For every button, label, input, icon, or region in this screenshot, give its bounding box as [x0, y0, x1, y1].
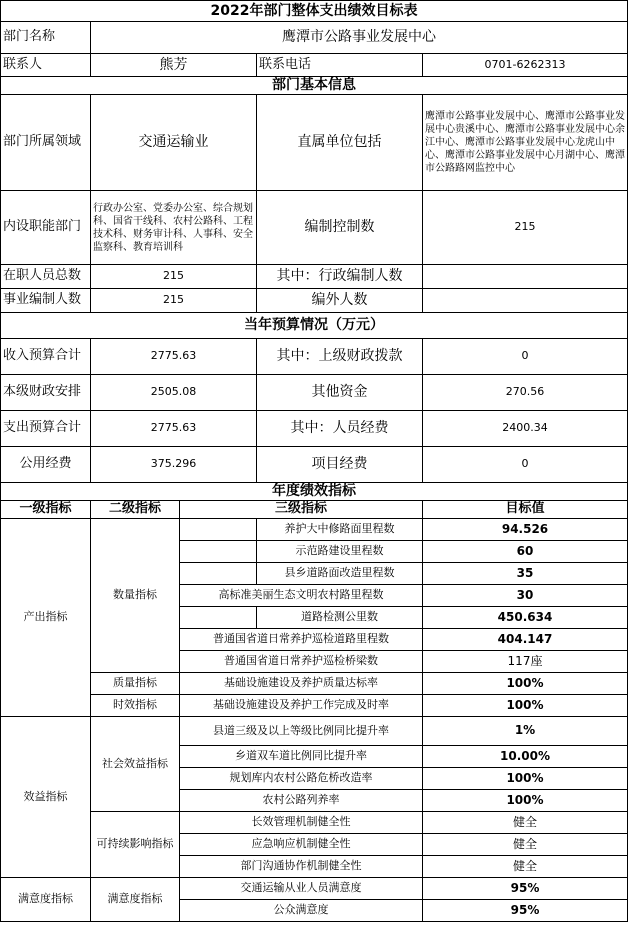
internal-label: 内设职能部门 — [1, 191, 91, 265]
spacer-cell — [180, 607, 257, 629]
career-value: 215 — [91, 289, 257, 313]
indicator-name: 示范路建设里程数 — [257, 541, 423, 563]
budget-label: 收入预算合计 — [1, 339, 91, 375]
sustain-indicator-label: 可持续影响指标 — [91, 812, 180, 878]
units-value: 鹰潭市公路事业发展中心、鹰潭市公路事业发展中心贵溪中心、鹰潭市公路事业发展中心余江中心、鹰潭市公路事业发展中心龙虎山中心、鹰潭市公路事业发展中心月湖中心、鹰潭市公路路网监控中心 — [423, 95, 628, 191]
admin-value — [423, 265, 628, 289]
internal-value: 行政办公室、党委办公室、综合规划科、国省干线科、农村公路科、工程技术科、财务审计科、人事科、安全监察科、教育培训科 — [91, 191, 257, 265]
indicator-name: 道路检测公里数 — [257, 607, 423, 629]
target-value: 450.634 — [423, 607, 628, 629]
target-value: 95% — [423, 900, 628, 922]
phone-value: 0701-6262313 — [423, 54, 628, 77]
indicator-name: 县道三级及以上等级比例同比提升率 — [180, 717, 423, 746]
indicator-name: 普通国省道日常养护巡检道路里程数 — [180, 629, 423, 651]
social-indicator-label: 社会效益指标 — [91, 717, 180, 812]
budget-label: 本级财政安排 — [1, 375, 91, 411]
budget-value: 270.56 — [423, 375, 628, 411]
budget-label: 其中：上级财政拨款 — [257, 339, 423, 375]
target-value: 60 — [423, 541, 628, 563]
quota-value: 215 — [423, 191, 628, 265]
target-value: 30 — [423, 585, 628, 607]
perf-header: 目标值 — [423, 501, 628, 519]
satisfaction-indicator-label: 满意度指标 — [1, 878, 91, 922]
budget-label: 公用经费 — [1, 447, 91, 483]
budget-label: 其他资金 — [257, 375, 423, 411]
field-value: 交通运输业 — [91, 95, 257, 191]
indicator-name: 县乡道路面改造里程数 — [257, 563, 423, 585]
quantity-indicator-label: 数量指标 — [91, 519, 180, 673]
quota-label: 编制控制数 — [257, 191, 423, 265]
indicator-name: 应急响应机制健全性 — [180, 834, 423, 856]
target-value: 100% — [423, 790, 628, 812]
indicator-name: 部门沟通协作机制健全性 — [180, 856, 423, 878]
spacer-cell — [180, 541, 257, 563]
perf-header: 一级指标 — [1, 501, 91, 519]
quality-indicator-label: 质量指标 — [91, 673, 180, 695]
target-value: 1% — [423, 717, 628, 746]
indicator-name: 高标准美丽生态文明农村路里程数 — [180, 585, 423, 607]
indicator-name: 普通国省道日常养护巡检桥梁数 — [180, 651, 423, 673]
outside-value — [423, 289, 628, 313]
perf-header: 三级指标 — [180, 501, 423, 519]
admin-label: 其中：行政编制人数 — [257, 265, 423, 289]
phone-label: 联系电话 — [257, 54, 423, 77]
budget-label: 支出预算合计 — [1, 411, 91, 447]
target-value: 95% — [423, 878, 628, 900]
budget-value: 0 — [423, 339, 628, 375]
target-value: 100% — [423, 673, 628, 695]
outside-label: 编外人数 — [257, 289, 423, 313]
target-value: 100% — [423, 768, 628, 790]
contact-value: 熊芳 — [91, 54, 257, 77]
target-value: 94.526 — [423, 519, 628, 541]
budget-value: 2505.08 — [91, 375, 257, 411]
budget-value: 2400.34 — [423, 411, 628, 447]
budget-label: 项目经费 — [257, 447, 423, 483]
page-title: 2022年部门整体支出绩效目标表 — [1, 1, 628, 22]
target-value: 健全 — [423, 856, 628, 878]
budget-value: 2775.63 — [91, 411, 257, 447]
output-indicator-label: 产出指标 — [1, 519, 91, 717]
indicator-name: 长效管理机制健全性 — [180, 812, 423, 834]
dept-name-value: 鹰潭市公路事业发展中心 — [91, 22, 628, 54]
dept-name-label: 部门名称 — [1, 22, 91, 54]
budget-value: 375.296 — [91, 447, 257, 483]
indicator-name: 交通运输从业人员满意度 — [180, 878, 423, 900]
target-value: 100% — [423, 695, 628, 717]
target-value: 10.00% — [423, 746, 628, 768]
basic-info-heading: 部门基本信息 — [1, 77, 628, 95]
perf-heading: 年度绩效指标 — [1, 483, 628, 501]
target-value: 健全 — [423, 812, 628, 834]
spacer-cell — [180, 563, 257, 585]
perf-header: 二级指标 — [91, 501, 180, 519]
target-value: 健全 — [423, 834, 628, 856]
staff-label: 在职人员总数 — [1, 265, 91, 289]
budget-heading: 当年预算情况（万元） — [1, 313, 628, 339]
satisfaction-sub-label: 满意度指标 — [91, 878, 180, 922]
target-value: 117座 — [423, 651, 628, 673]
indicator-name: 公众满意度 — [180, 900, 423, 922]
indicator-name: 乡道双车道比例同比提升率 — [180, 746, 423, 768]
indicator-name: 规划库内农村公路危桥改造率 — [180, 768, 423, 790]
indicator-name: 基础设施建设及养护质量达标率 — [180, 673, 423, 695]
contact-label: 联系人 — [1, 54, 91, 77]
career-label: 事业编制人数 — [1, 289, 91, 313]
time-indicator-label: 时效指标 — [91, 695, 180, 717]
budget-value: 2775.63 — [91, 339, 257, 375]
target-value: 35 — [423, 563, 628, 585]
staff-value: 215 — [91, 265, 257, 289]
indicator-name: 农村公路列养率 — [180, 790, 423, 812]
indicator-name: 基础设施建设及养护工作完成及时率 — [180, 695, 423, 717]
budget-label: 其中：人员经费 — [257, 411, 423, 447]
spacer-cell — [180, 519, 257, 541]
budget-value: 0 — [423, 447, 628, 483]
indicator-name: 养护大中修路面里程数 — [257, 519, 423, 541]
units-label: 直属单位包括 — [257, 95, 423, 191]
benefit-indicator-label: 效益指标 — [1, 717, 91, 878]
field-label: 部门所属领域 — [1, 95, 91, 191]
target-value: 404.147 — [423, 629, 628, 651]
